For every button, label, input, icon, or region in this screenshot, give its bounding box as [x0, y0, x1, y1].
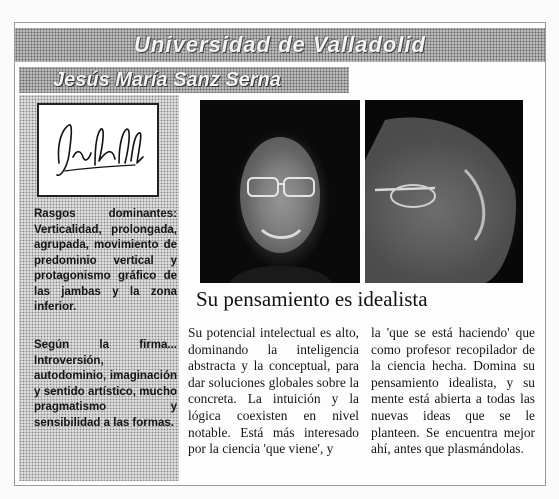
- person-name: Jesús María Sanz Serna: [53, 68, 281, 91]
- signature-image: [37, 103, 159, 197]
- dominant-traits-text: Rasgos dominantes: Verticalidad, prolongada, agrupada, movimiento de predominio vertical y protagonismo gráfico de las jambas y la zona inferior.: [34, 208, 177, 313]
- signature-analysis-text: Según la firma... Introversión, autodominio, imaginación y sentido artístico, mucho pragmatismo y sensibilidad a las formas.: [34, 339, 177, 429]
- newspaper-clipping: [14, 22, 546, 486]
- sidebar-panel: [19, 95, 179, 481]
- section-banner: [15, 28, 545, 62]
- article-headline: Su pensamiento es idealista: [196, 287, 428, 311]
- portrait-photo-front: [200, 100, 360, 283]
- name-banner: [19, 67, 349, 93]
- section-banner-text: Universidad de Valladolid: [134, 32, 426, 57]
- portrait-photo-profile: [365, 100, 523, 283]
- body-column-1: Su potencial intelectual es alto, dominando la inteligencia abstracta y la conceptual, para dar soluciones globales sobre la concreta. La intuición y la lógica coexisten en nivel notable. Está más interesado por la ciencia 'que viene', y: [188, 325, 359, 457]
- signature-scribble: [39, 105, 157, 195]
- body-column-2: la 'que se está haciendo' que como profesor recopilador de la ciencia hecha. Domina su pensamiento idealista, y su mente está abierta a todas las nuevas ideas que se le planteen. Se encuentra mejor ahí, antes que plasmándolas.: [371, 325, 535, 457]
